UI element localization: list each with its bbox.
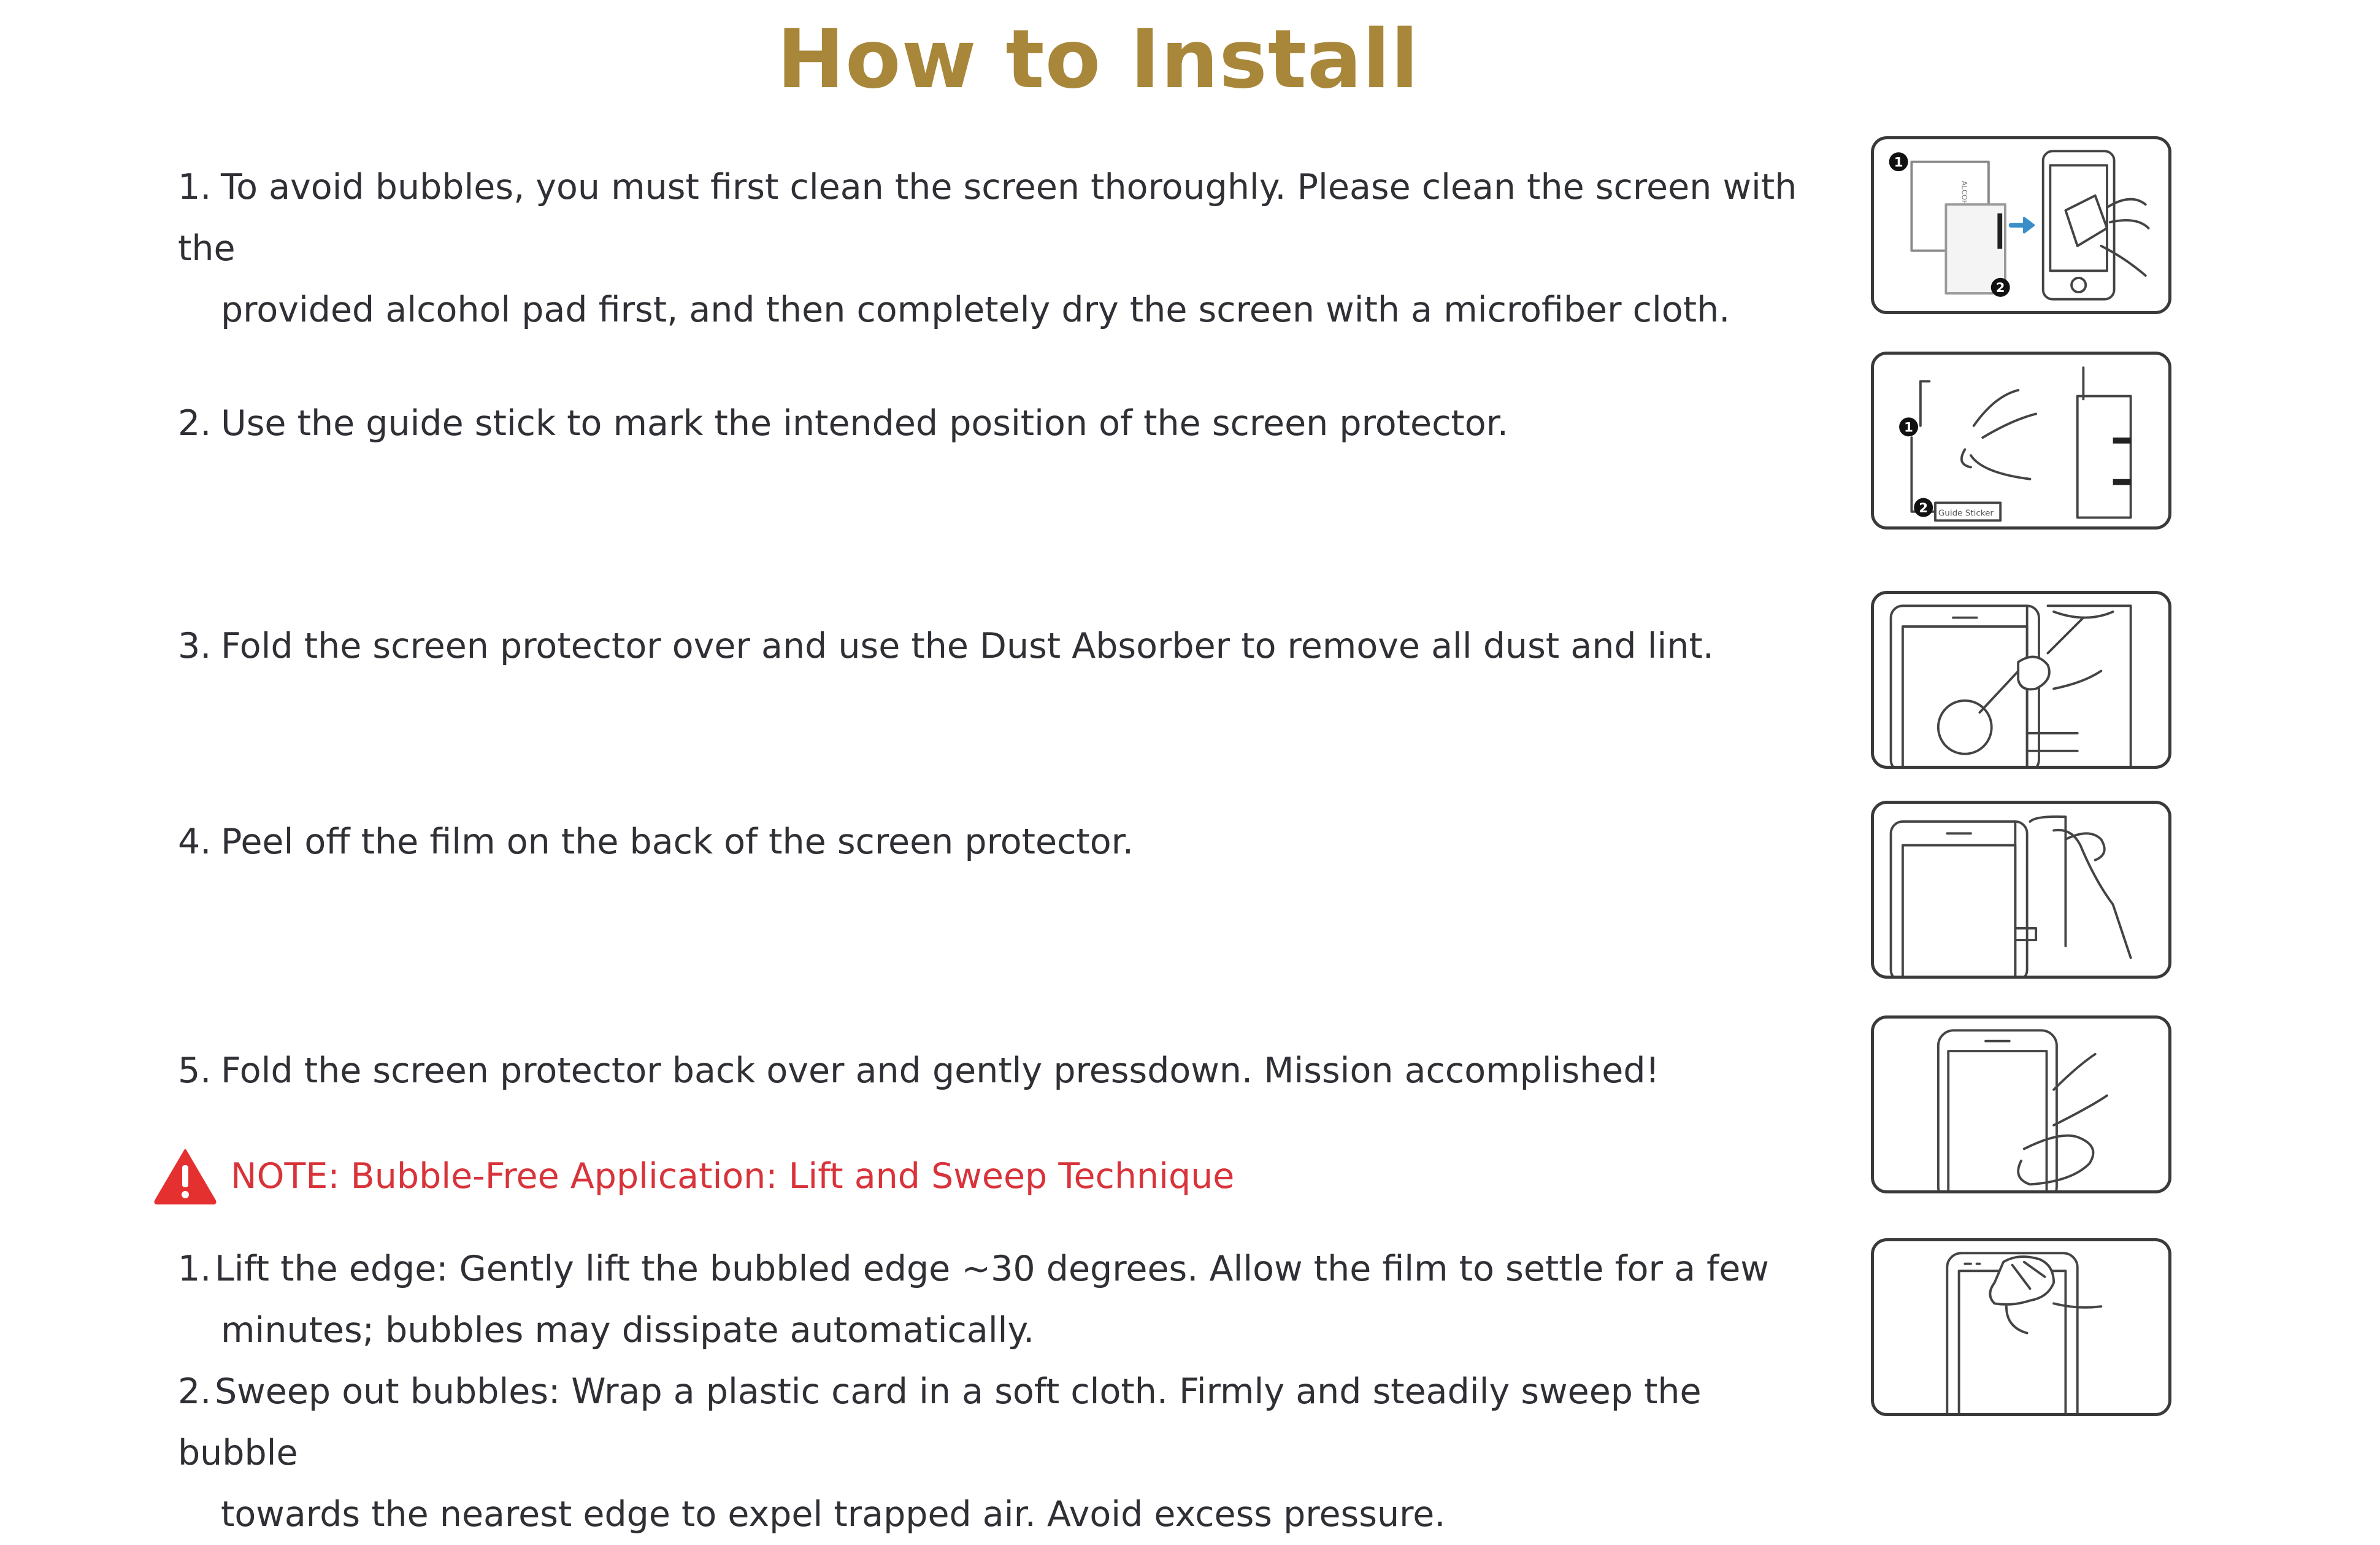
badge-1: 1 bbox=[1904, 420, 1913, 436]
step-text: Fold the screen protector back over and gently pressdown. Mission accomplished! bbox=[221, 1050, 1660, 1091]
step-number: 1. bbox=[178, 167, 212, 207]
step-number: 4. bbox=[178, 822, 212, 862]
tip-text-continued: minutes; bubbles may dissipate automatically. bbox=[221, 1310, 1035, 1350]
illustration-peel-film bbox=[1871, 801, 2171, 979]
note-heading bbox=[153, 1142, 1234, 1210]
guide-sticker-label: Guide Sticker bbox=[1938, 508, 1994, 518]
tip-number: 2. bbox=[178, 1371, 212, 1412]
step-text-continued: provided alcohol pad first, and then completely dry the screen with a microfiber cloth. bbox=[221, 290, 1730, 330]
step-2 bbox=[178, 393, 1797, 454]
step-5 bbox=[178, 1040, 1797, 1101]
tip-2 bbox=[178, 1361, 1797, 1545]
step-text: Fold the screen protector over and use the Dust Absorber to remove all dust and lint. bbox=[221, 626, 1714, 666]
step-text: Use the guide stick to mark the intended position of the screen protector. bbox=[221, 403, 1508, 444]
step-number: 5. bbox=[178, 1050, 212, 1091]
illustration-press-down bbox=[1871, 1015, 2171, 1193]
step-number: 2. bbox=[178, 403, 212, 444]
tip-1 bbox=[178, 1238, 1797, 1361]
page-title: How to Install bbox=[777, 12, 1419, 107]
badge-2: 2 bbox=[1919, 500, 1929, 516]
step-3 bbox=[178, 615, 1797, 677]
note-label: NOTE: Bubble-Free Application: Lift and Sweep Technique bbox=[231, 1156, 1235, 1196]
step-number: 3. bbox=[178, 626, 212, 666]
step-text: Peel off the film on the back of the screen protector. bbox=[221, 822, 1134, 862]
tip-text: Sweep out bubbles: Wrap a plastic card in a soft cloth. Firmly and steadily sweep the bubble bbox=[178, 1371, 1702, 1473]
step-text: To avoid bubbles, you must first clean the screen thoroughly. Please clean the screen with the bbox=[178, 167, 1797, 269]
illustration-dust-absorber bbox=[1871, 591, 2171, 769]
illustration-guide-stick bbox=[1871, 352, 2171, 530]
badge-2: 2 bbox=[1995, 280, 2005, 296]
warning-triangle-icon bbox=[153, 1148, 217, 1204]
illustration-clean-screen bbox=[1871, 136, 2171, 314]
tip-number: 1. bbox=[178, 1249, 212, 1289]
tip-text: Lift the edge: Gently lift the bubbled edge ~30 degrees. Allow the film to settle for a few bbox=[215, 1249, 1769, 1289]
tip-text-continued: towards the nearest edge to expel trapped air. Avoid excess pressure. bbox=[221, 1494, 1446, 1535]
badge-1: 1 bbox=[1894, 155, 1903, 171]
illustration-sweep-bubbles bbox=[1871, 1238, 2171, 1416]
step-4 bbox=[178, 811, 1797, 873]
step-1 bbox=[178, 156, 1797, 341]
